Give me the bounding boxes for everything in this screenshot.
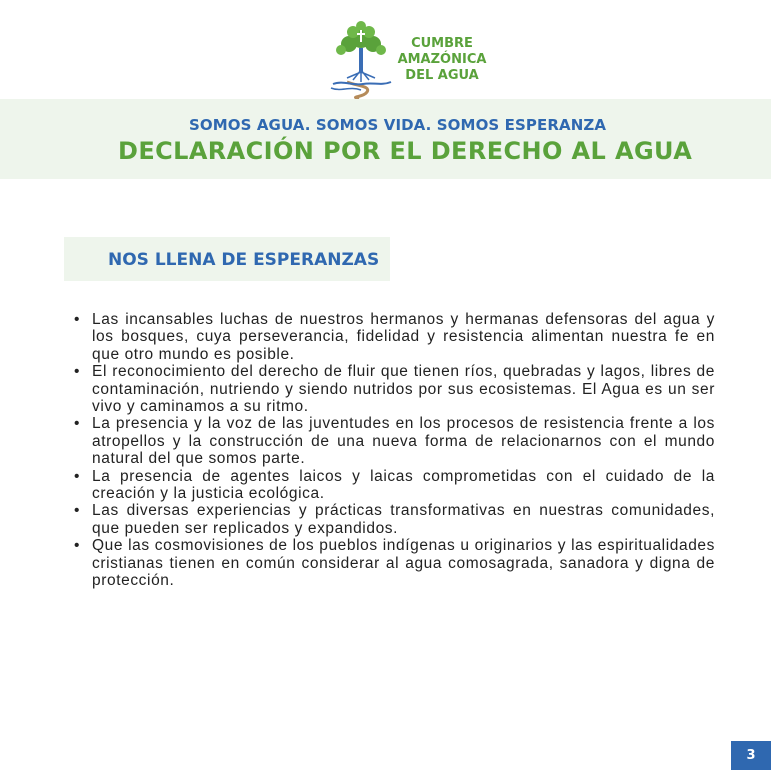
bullet-icon: •	[74, 467, 81, 485]
page-number: 3	[731, 741, 771, 770]
logo-line-2: AMAZÓNICA	[397, 52, 487, 67]
bullet-icon: •	[74, 311, 81, 328]
hope-list	[74, 311, 715, 590]
list-item	[74, 537, 715, 589]
list-item-text: Las diversas experiencias y prácticas transformativas en nuestras comunidades, que pueden ser replicados y expandidos.	[92, 502, 715, 537]
bullet-icon: •	[74, 363, 81, 381]
bullet-icon: •	[74, 537, 81, 555]
logo-line-3: DEL AGUA	[405, 68, 479, 83]
tree-with-river-icon	[327, 20, 397, 100]
list-item	[74, 363, 715, 415]
list-item-text: La presencia de agentes laicos y laicas comprometidas con el cuidado de la creación y la justicia ecológica.	[92, 467, 715, 503]
list-item	[74, 311, 715, 363]
bullet-icon: •	[74, 415, 81, 433]
list-item	[74, 502, 715, 537]
header-subtitle: SOMOS AGUA. SOMOS VIDA. SOMOS ESPERANZA	[188, 116, 607, 134]
list-item-text: Las incansables luchas de nuestros hermanos y hermanas defensoras del agua y los bosques, cuya perseverancia, fidelidad y resistencia alimentan nuestra fe en que otro mundo es posible.	[92, 311, 715, 363]
list-item	[74, 415, 715, 467]
page-title: DECLARACIÓN POR EL DERECHO AL AGUA	[118, 137, 693, 165]
list-item-text: Que las cosmovisiones de los pueblos indígenas u originarios y las espiritualidades cristianas tienen en común considerar al agua comosagrada, sanadora y digna de protección.	[92, 537, 715, 590]
list-item-text: La presencia y la voz de las juventudes en los procesos de resistencia frente a los atropellos y la construcción de una nueva forma de relacionarnos con el mundo natural del que somos parte.	[92, 415, 715, 468]
section-title: NOS LLENA DE ESPERANZAS	[108, 250, 380, 270]
list-item	[74, 468, 715, 503]
bullet-icon: •	[74, 502, 81, 520]
list-item-text: El reconocimiento del derecho de fluir que tienen ríos, quebradas y lagos, libres de contaminación, nutriendo y siendo nutridos por sus ecosistemas. El Agua es un ser vivo y caminamos a su ritmo.	[92, 363, 715, 416]
logo	[327, 20, 487, 100]
logo-line-1: CUMBRE	[411, 36, 473, 51]
logo-text	[397, 36, 487, 84]
